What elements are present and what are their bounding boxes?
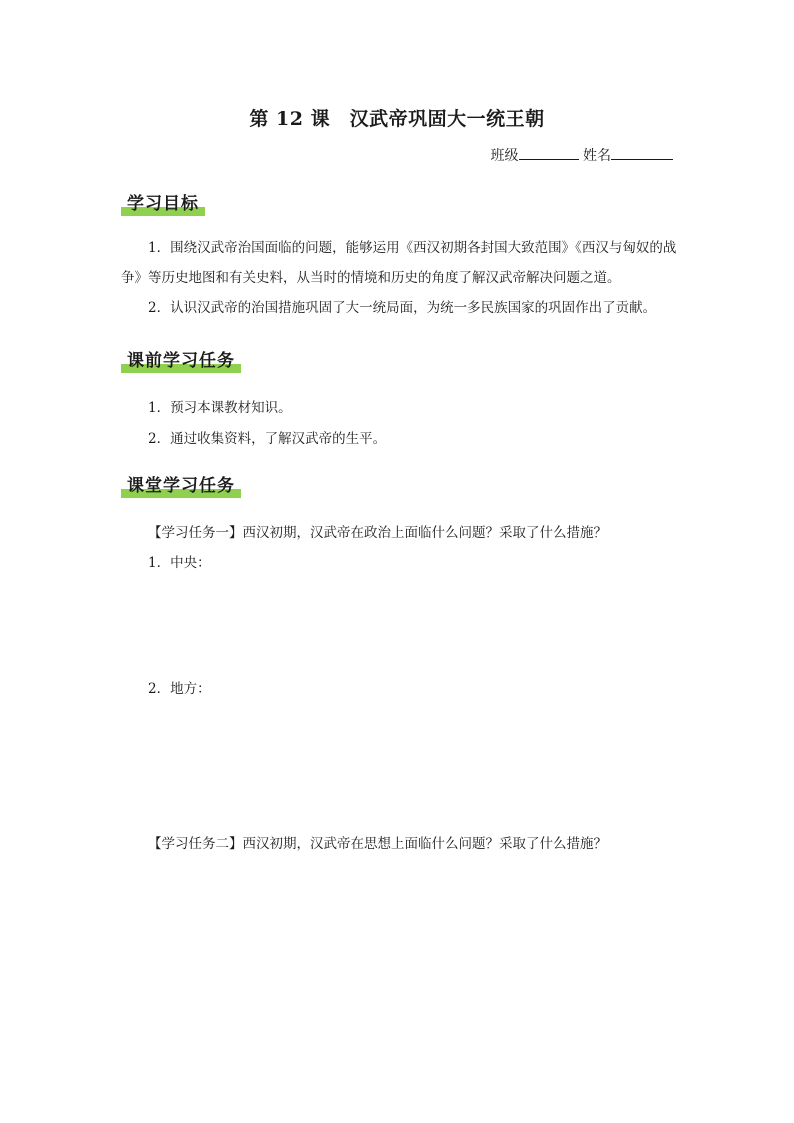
section-heading-in-class: 课堂学习任务 <box>121 474 241 498</box>
section-heading-pre-class: 课前学习任务 <box>121 349 241 373</box>
task-one-central: 1．中央： <box>148 555 211 571</box>
objective-item-1: 1．围绕汉武帝治国面临的问题，能够运用《西汉初期各封国大致范围》《西汉与匈奴的战争》等历史地图和有关史料，从当时的情境和历史的角度了解汉武帝解决问题之道。 <box>121 240 677 286</box>
class-blank[interactable] <box>519 145 579 160</box>
pre-class-item-2: 2．通过收集资料，了解汉武帝的生平。 <box>148 431 387 447</box>
objective-item-2: 2．认识汉武帝的治国措施巩固了大一统局面，为统一多民族国家的巩固作出了贡献。 <box>148 300 657 316</box>
page-title: 第 12 课 汉武帝巩固大一统王朝 <box>249 108 545 130</box>
student-info-line <box>491 145 673 165</box>
task-one: 【学习任务一】西汉初期，汉武帝在政治上面临什么问题？采取了什么措施？ <box>148 525 607 541</box>
name-label: 姓名 <box>583 148 611 164</box>
name-blank[interactable] <box>611 145 673 160</box>
pre-class-item-1: 1．预习本课教材知识。 <box>148 400 292 416</box>
task-two: 【学习任务二】西汉初期，汉武帝在思想上面临什么问题？采取了什么措施？ <box>148 836 607 852</box>
class-label: 班级 <box>490 148 519 164</box>
section-heading-objectives: 学习目标 <box>121 192 205 216</box>
task-one-local: 2．地方： <box>148 681 211 697</box>
